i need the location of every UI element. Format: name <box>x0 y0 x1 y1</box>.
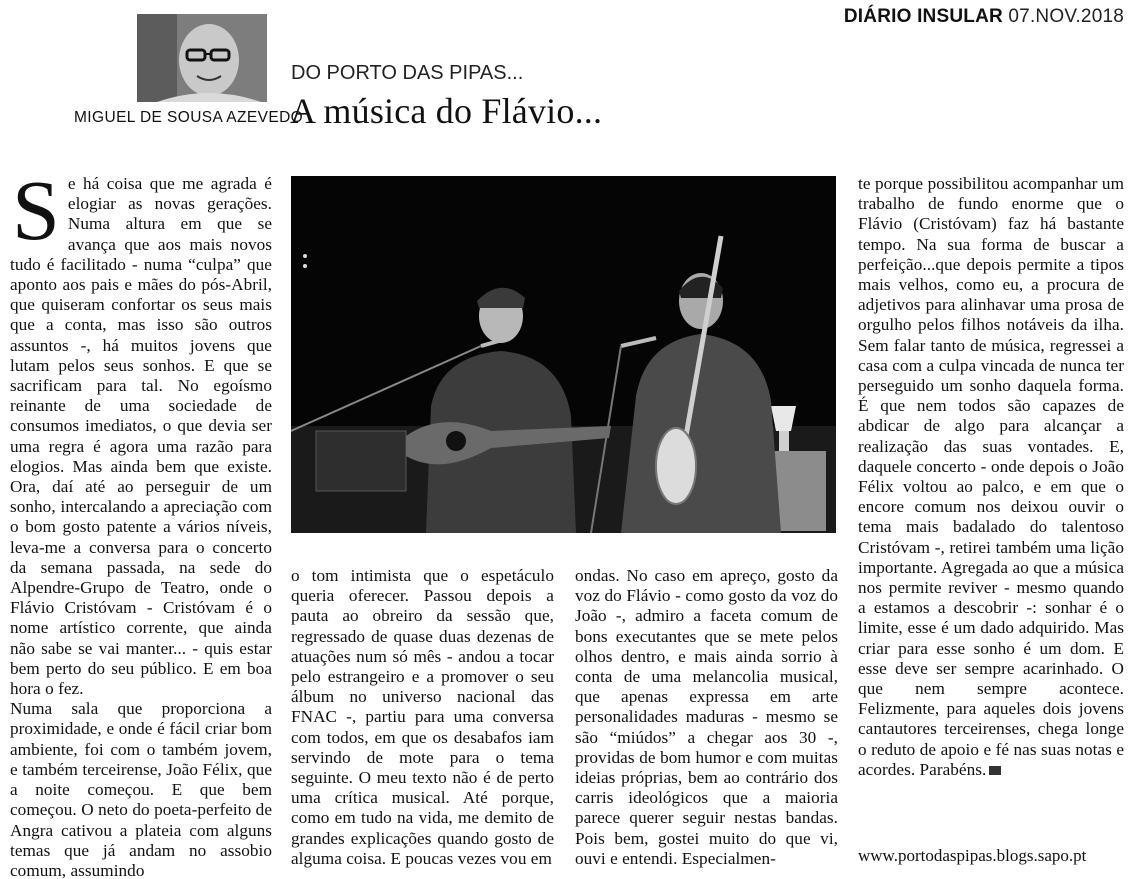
masthead <box>844 6 1124 28</box>
concert-photo-image <box>291 176 836 533</box>
author-portrait-image <box>137 14 267 102</box>
newspaper-name: DIÁRIO INSULAR <box>843 6 1003 27</box>
article-paragraph <box>858 174 1124 780</box>
end-of-article-mark <box>989 766 1001 775</box>
article-headline: A música do Flávio... <box>290 91 603 131</box>
author-photo <box>137 14 267 102</box>
blog-url[interactable]: www.portodaspipas.blogs.sapo.pt <box>858 846 1087 865</box>
author-name: MIGUEL DE SOUSA AZEVEDO <box>74 109 304 126</box>
article-paragraph: Numa sala que proporciona a proximidade, e onde é fácil criar bom ambiente, foi com o também jovem, e também terceirense, João Félix, que a noite começou. E que bem começou. O neto do poeta-perfeito de Angra cativou a plateia com alguns temas que já andam no assobio comum, assumindo <box>10 699 272 879</box>
article-paragraph <box>10 162 272 699</box>
paragraph-text: e há coisa que me agrada é elogiar as novas gerações. Numa altura em que se avança que aos mais novos tudo é facilitado - numa “culpa” que aponto aos pais e mães do pós-Abril, que quiseram confortar os seus mais que a conta, mas isso são outros assuntos -, há muitos jovens que lutam pelos seus sonhos. E que se sacrificam para tal. No egoísmo reinante de uma sociedade de consumos imediatos, o que devia ser uma regra é agora uma razão para elogios. Mas ainda bem que existe. Ora, daí até ao perseguir de um sonho, intercalando a apreciação com o bom gosto patente a vários níveis, leva-me a conversa para o concerto da semana passada, na sede do Alpendre-Grupo de Teatro, onde o Flávio Cristóvam - Cristóvam é o nome artístico corrente, que ainda não sabe se vai manter... - quis estar bem perto do seu público. E em boa hora o fez. <box>10 174 272 699</box>
drop-cap: S <box>12 162 60 258</box>
issue-date: 07.NOV.2018 <box>1008 6 1124 27</box>
paragraph-text: te porque possibilitou acompanhar um trabalho de fundo enorme que o Flávio (Cristóvam) faz há bastante tempo. Na sua forma de buscar a perfeição...que depois permite a tipos mais velhos, como eu, a procura de adjetivos para alinhavar uma prosa de orgulho pelos filhos notáveis da ilha. Sem falar tanto de música, regressei a casa com a culpa vincada de nunca ter perseguido um sonho daquela forma. É que nem todos são capazes de abdicar de algo para alcançar a realização das suas vontades. E, daquele concerto - onde depois o João Félix voltou ao palco, e em que o encore comum nos deixou ouvir o tema mais badalado do talentoso Cristóvam -, retirei também uma lição importante. Agregada ao que a música nos permite reviver - mesmo quando a estamos a descobrir -: sonhar é o limite, esse é um dado adquirido. Mas criar para esse sonho é um dom. E esse deve ser sempre acarinhado. O que nem sempre acontece. Felizmente, para aqueles dois jovens cantautores terceirenses, chega longe o reduto de apoio e fé nas suas notas e acordes. Parabéns. <box>858 174 1124 779</box>
article-column-4 <box>858 174 1124 780</box>
article-column-1 <box>10 162 272 879</box>
article-column-3 <box>575 566 838 869</box>
article-paragraph: ondas. No caso em apreço, gosto da voz do Flávio - como gosto da voz do João -, admiro a faceta comum de bons executantes que se mete pelos olhos dentro, e mais ainda sorrio à conta de uma melancolia musical, que apenas expressa em arte personalidades maduras - mesmo se são “miúdos” a chegar aos 30 -, providas de bom humor e com muitas ideias próprias, bem ao contrário dos carris ideológicos que a maioria parece querer seguir nestas bandas. Pois bem, gostei muito do que vi, ouvi e entendi. Especialmen- <box>575 566 838 868</box>
section-kicker: DO PORTO DAS PIPAS... <box>291 62 524 84</box>
article-column-2 <box>291 566 554 869</box>
article-paragraph: o tom intimista que o espetáculo queria oferecer. Passou depois a pauta ao obreiro da sessão que, regressado de quase duas dezenas de atuações num só mês - andou a tocar pelo estrangeiro e a promover o seu álbum no universo nacional das FNAC -, partiu para uma conversa com todos, em que os desabafos iam servindo de mote para o tema seguinte. O meu texto não é de perto uma crítica musical. Até porque, como em tudo na vida, me demito de grandes explicações quando gosto de alguma coisa. E poucas vezes vou em <box>291 566 554 868</box>
concert-photo <box>291 176 836 533</box>
